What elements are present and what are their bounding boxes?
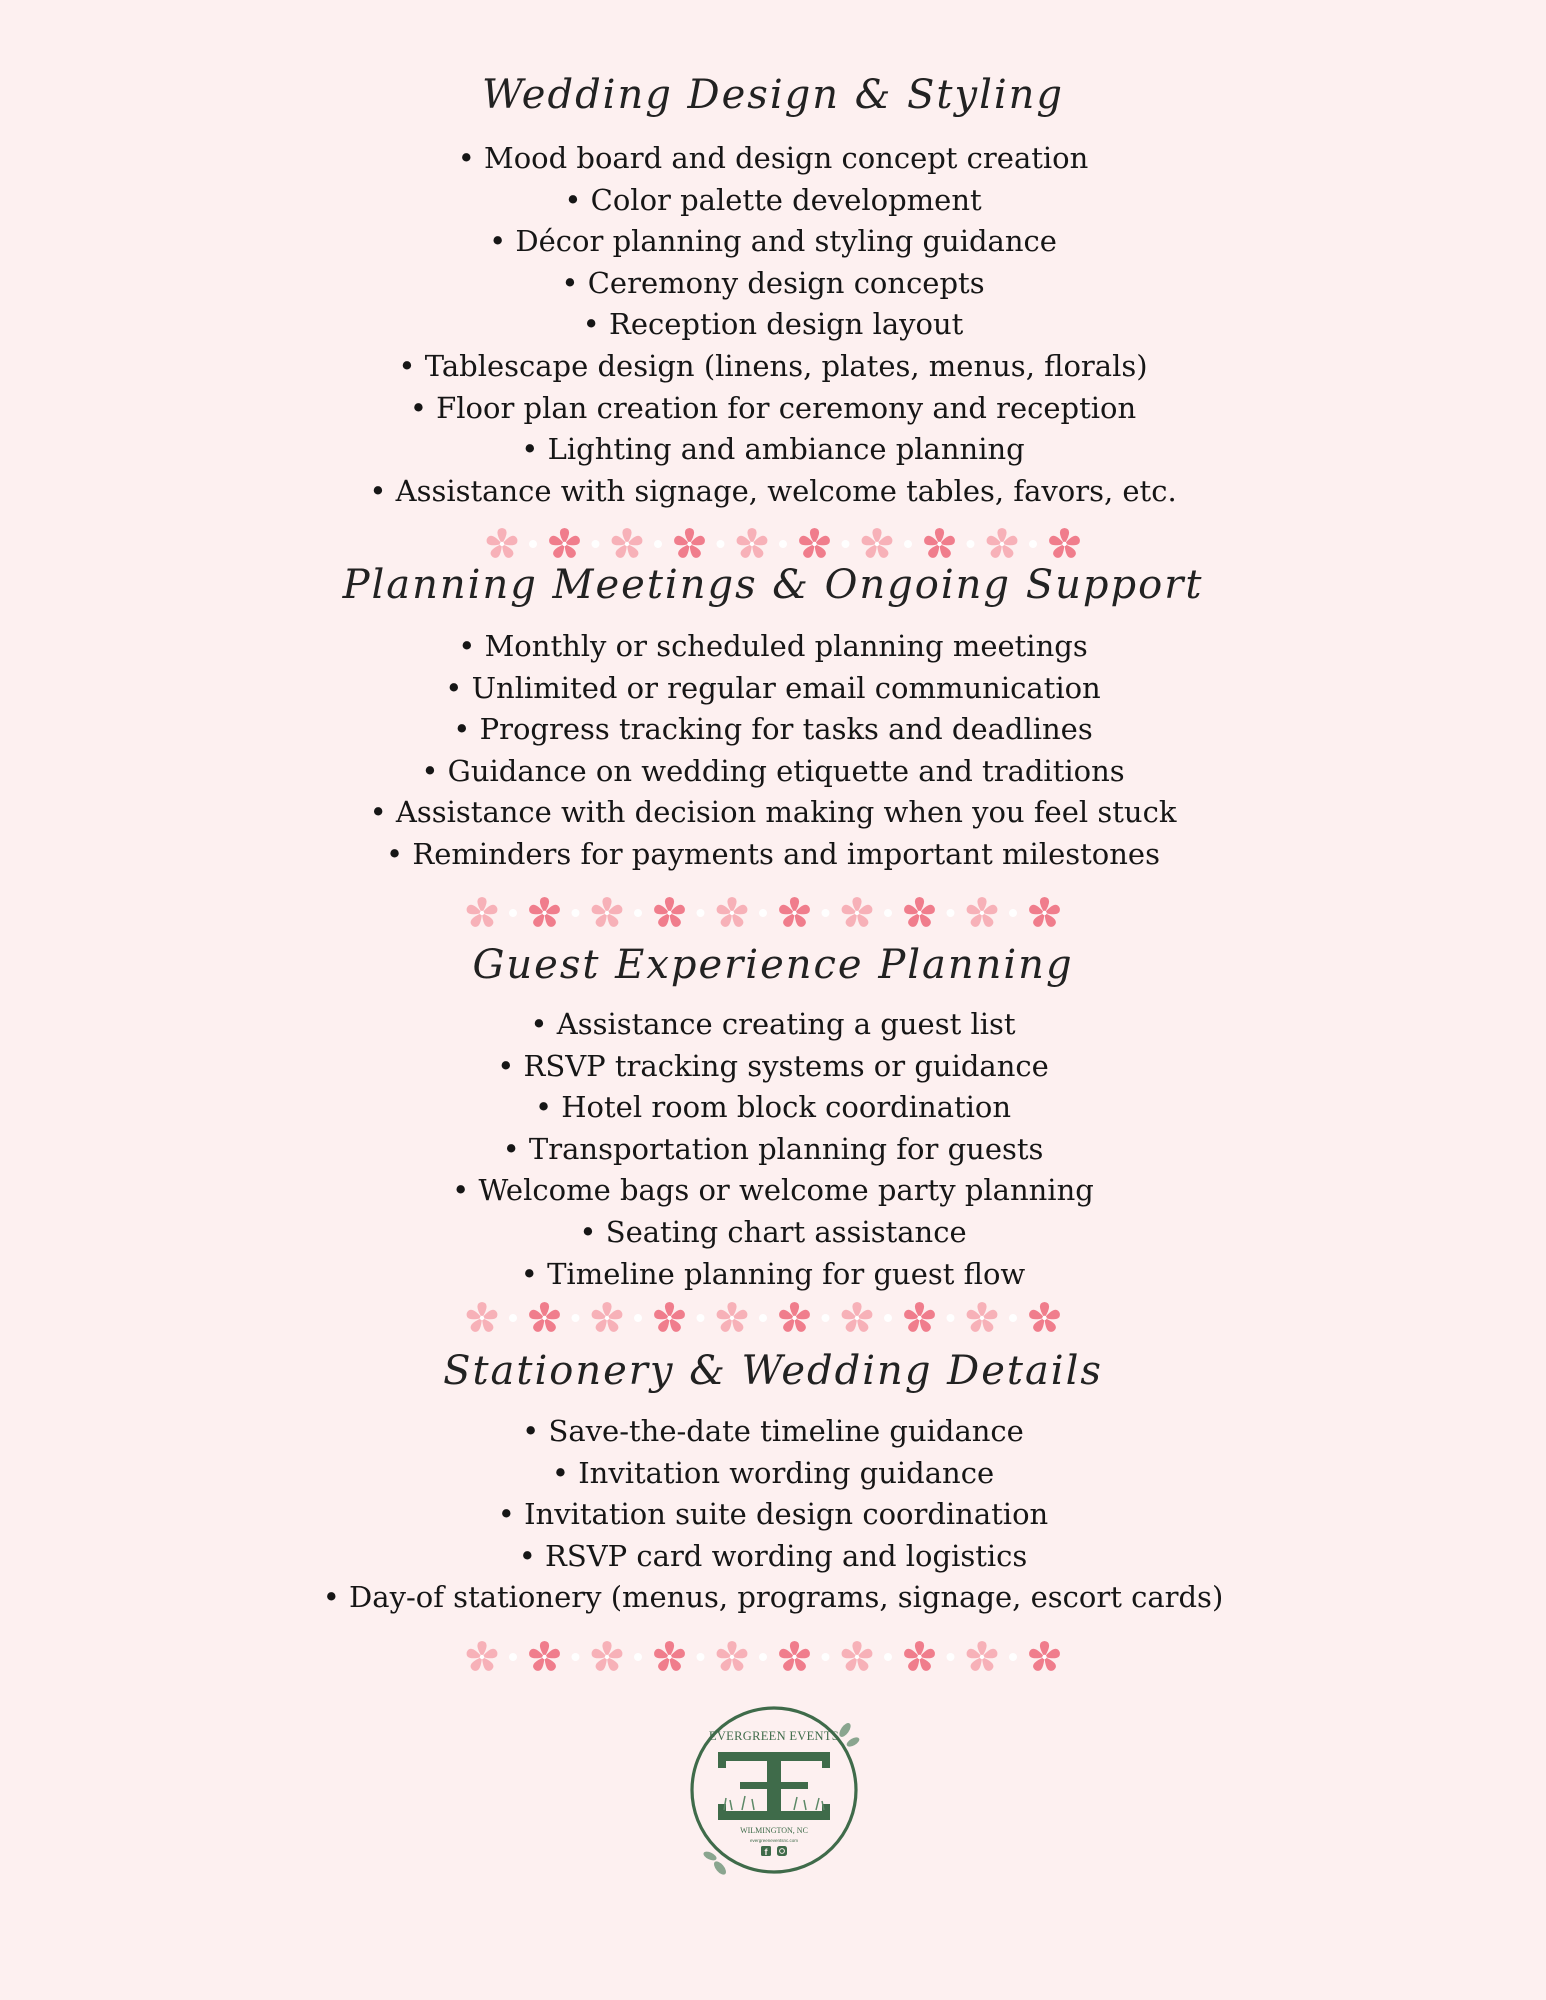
dot-icon bbox=[529, 540, 537, 548]
flower-divider bbox=[464, 893, 1084, 933]
flower-center-icon bbox=[480, 1316, 484, 1320]
section-title-stationery: Stationery & Wedding Details bbox=[443, 1348, 1103, 1394]
dot-icon bbox=[634, 909, 642, 917]
flower-center-icon bbox=[687, 542, 691, 546]
flower-center-icon bbox=[855, 911, 859, 915]
dot-icon bbox=[572, 1314, 580, 1322]
flower-center-icon bbox=[667, 1316, 671, 1320]
flower-center-icon bbox=[667, 1655, 671, 1659]
flower-center-icon bbox=[917, 1655, 921, 1659]
list-item: • Invitation wording guidance bbox=[0, 1453, 1546, 1495]
dot-icon bbox=[779, 540, 787, 548]
flower-center-icon bbox=[542, 1316, 546, 1320]
flower-center-icon bbox=[792, 1655, 796, 1659]
facebook-icon[interactable] bbox=[761, 1846, 771, 1857]
flower-center-icon bbox=[917, 1316, 921, 1320]
list-item: • Timeline planning for guest flow bbox=[0, 1254, 1546, 1296]
flower-center-icon bbox=[750, 542, 754, 546]
flower-center-icon bbox=[980, 911, 984, 915]
list-item: • Lighting and ambiance planning bbox=[0, 429, 1546, 471]
list-item: • RSVP card wording and logistics bbox=[0, 1536, 1546, 1578]
dot-icon bbox=[654, 540, 662, 548]
flower-center-icon bbox=[1042, 1655, 1046, 1659]
list-item: • Day-of stationery (menus, programs, signage, escort cards) bbox=[0, 1577, 1546, 1619]
list-item: • Ceremony design concepts bbox=[0, 263, 1546, 305]
dot-icon bbox=[697, 909, 705, 917]
section-title-guest-experience: Guest Experience Planning bbox=[472, 942, 1074, 988]
flower-divider bbox=[464, 1637, 1084, 1677]
dot-icon bbox=[947, 1653, 955, 1661]
flower-center-icon bbox=[730, 1316, 734, 1320]
instagram-icon[interactable] bbox=[777, 1846, 787, 1856]
flower-center-icon bbox=[1042, 1316, 1046, 1320]
dot-icon bbox=[884, 909, 892, 917]
flower-center-icon bbox=[562, 542, 566, 546]
flower-center-icon bbox=[667, 911, 671, 915]
flower-center-icon bbox=[937, 542, 941, 546]
list-item: • Assistance with decision making when you feel stuck bbox=[0, 792, 1546, 834]
flower-center-icon bbox=[605, 1655, 609, 1659]
list-item: • Guidance on wedding etiquette and traditions bbox=[0, 751, 1546, 793]
dot-icon bbox=[509, 909, 517, 917]
dot-icon bbox=[822, 909, 830, 917]
evergreen-events-logo bbox=[682, 1700, 866, 1880]
flower-center-icon bbox=[1000, 542, 1004, 546]
list-item: • RSVP tracking systems or guidance bbox=[0, 1046, 1546, 1088]
dot-icon bbox=[509, 1314, 517, 1322]
dot-icon bbox=[1009, 909, 1017, 917]
list-item: • Mood board and design concept creation bbox=[0, 138, 1546, 180]
flower-center-icon bbox=[625, 542, 629, 546]
list-item: • Transportation planning for guests bbox=[0, 1129, 1546, 1171]
dot-icon bbox=[572, 1653, 580, 1661]
flower-center-icon bbox=[730, 911, 734, 915]
flower-center-icon bbox=[605, 911, 609, 915]
flower-center-icon bbox=[875, 542, 879, 546]
dot-icon bbox=[634, 1653, 642, 1661]
list-item: • Hotel room block coordination bbox=[0, 1087, 1546, 1129]
logo-name: EVERGREEN EVENTS bbox=[708, 1729, 840, 1743]
flower-center-icon bbox=[812, 542, 816, 546]
dot-icon bbox=[759, 1653, 767, 1661]
flower-center-icon bbox=[500, 542, 504, 546]
list-item: • Reception design layout bbox=[0, 304, 1546, 346]
logo-website: evergreeneventsnc.com bbox=[749, 1838, 799, 1843]
flower-center-icon bbox=[1062, 542, 1066, 546]
dot-icon bbox=[634, 1314, 642, 1322]
flower-center-icon bbox=[792, 1316, 796, 1320]
dot-icon bbox=[759, 1314, 767, 1322]
flower-divider bbox=[484, 524, 1104, 564]
flower-center-icon bbox=[792, 911, 796, 915]
guest-experience-list bbox=[0, 1004, 1546, 1295]
dot-icon bbox=[592, 540, 600, 548]
logo-location: WILMINGTON, NC bbox=[740, 1826, 808, 1835]
list-item: • Floor plan creation for ceremony and reception bbox=[0, 388, 1546, 430]
list-item: • Invitation suite design coordination bbox=[0, 1494, 1546, 1536]
flower-center-icon bbox=[1042, 911, 1046, 915]
dot-icon bbox=[572, 909, 580, 917]
dot-icon bbox=[904, 540, 912, 548]
section-title-planning-support: Planning Meetings & Ongoing Support bbox=[342, 562, 1204, 608]
dot-icon bbox=[509, 1653, 517, 1661]
list-item: • Save-the-date timeline guidance bbox=[0, 1411, 1546, 1453]
dot-icon bbox=[822, 1314, 830, 1322]
planning-support-list bbox=[0, 626, 1546, 876]
list-item: • Color palette development bbox=[0, 180, 1546, 222]
stationery-list bbox=[0, 1411, 1546, 1619]
flower-center-icon bbox=[542, 911, 546, 915]
design-styling-list bbox=[0, 138, 1546, 512]
flower-center-icon bbox=[980, 1316, 984, 1320]
dot-icon bbox=[822, 1653, 830, 1661]
list-item: • Reminders for payments and important milestones bbox=[0, 834, 1546, 876]
dot-icon bbox=[697, 1314, 705, 1322]
list-item: • Unlimited or regular email communication bbox=[0, 668, 1546, 710]
dot-icon bbox=[697, 1653, 705, 1661]
flower-center-icon bbox=[480, 911, 484, 915]
list-item: • Assistance creating a guest list bbox=[0, 1004, 1546, 1046]
dot-icon bbox=[1009, 1314, 1017, 1322]
dot-icon bbox=[1029, 540, 1037, 548]
flower-center-icon bbox=[542, 1655, 546, 1659]
flower-center-icon bbox=[980, 1655, 984, 1659]
flower-center-icon bbox=[480, 1655, 484, 1659]
list-item: • Seating chart assistance bbox=[0, 1212, 1546, 1254]
list-item: • Décor planning and styling guidance bbox=[0, 221, 1546, 263]
flower-center-icon bbox=[855, 1316, 859, 1320]
dot-icon bbox=[884, 1314, 892, 1322]
dot-icon bbox=[967, 540, 975, 548]
list-item: • Progress tracking for tasks and deadlines bbox=[0, 709, 1546, 751]
dot-icon bbox=[717, 540, 725, 548]
list-item: • Tablescape design (linens, plates, menus, florals) bbox=[0, 346, 1546, 388]
list-item: • Monthly or scheduled planning meetings bbox=[0, 626, 1546, 668]
section-title-design-styling: Wedding Design & Styling bbox=[481, 72, 1065, 118]
flower-center-icon bbox=[855, 1655, 859, 1659]
flower-center-icon bbox=[730, 1655, 734, 1659]
flower-center-icon bbox=[917, 911, 921, 915]
flower-divider bbox=[464, 1298, 1084, 1338]
list-item: • Welcome bags or welcome party planning bbox=[0, 1170, 1546, 1212]
dot-icon bbox=[759, 909, 767, 917]
dot-icon bbox=[947, 1314, 955, 1322]
dot-icon bbox=[842, 540, 850, 548]
dot-icon bbox=[1009, 1653, 1017, 1661]
list-item: • Assistance with signage, welcome tables, favors, etc. bbox=[0, 471, 1546, 513]
dot-icon bbox=[884, 1653, 892, 1661]
svg-text:f: f bbox=[764, 1847, 768, 1857]
dot-icon bbox=[947, 909, 955, 917]
flower-center-icon bbox=[605, 1316, 609, 1320]
monogram-ee bbox=[718, 1752, 830, 1820]
